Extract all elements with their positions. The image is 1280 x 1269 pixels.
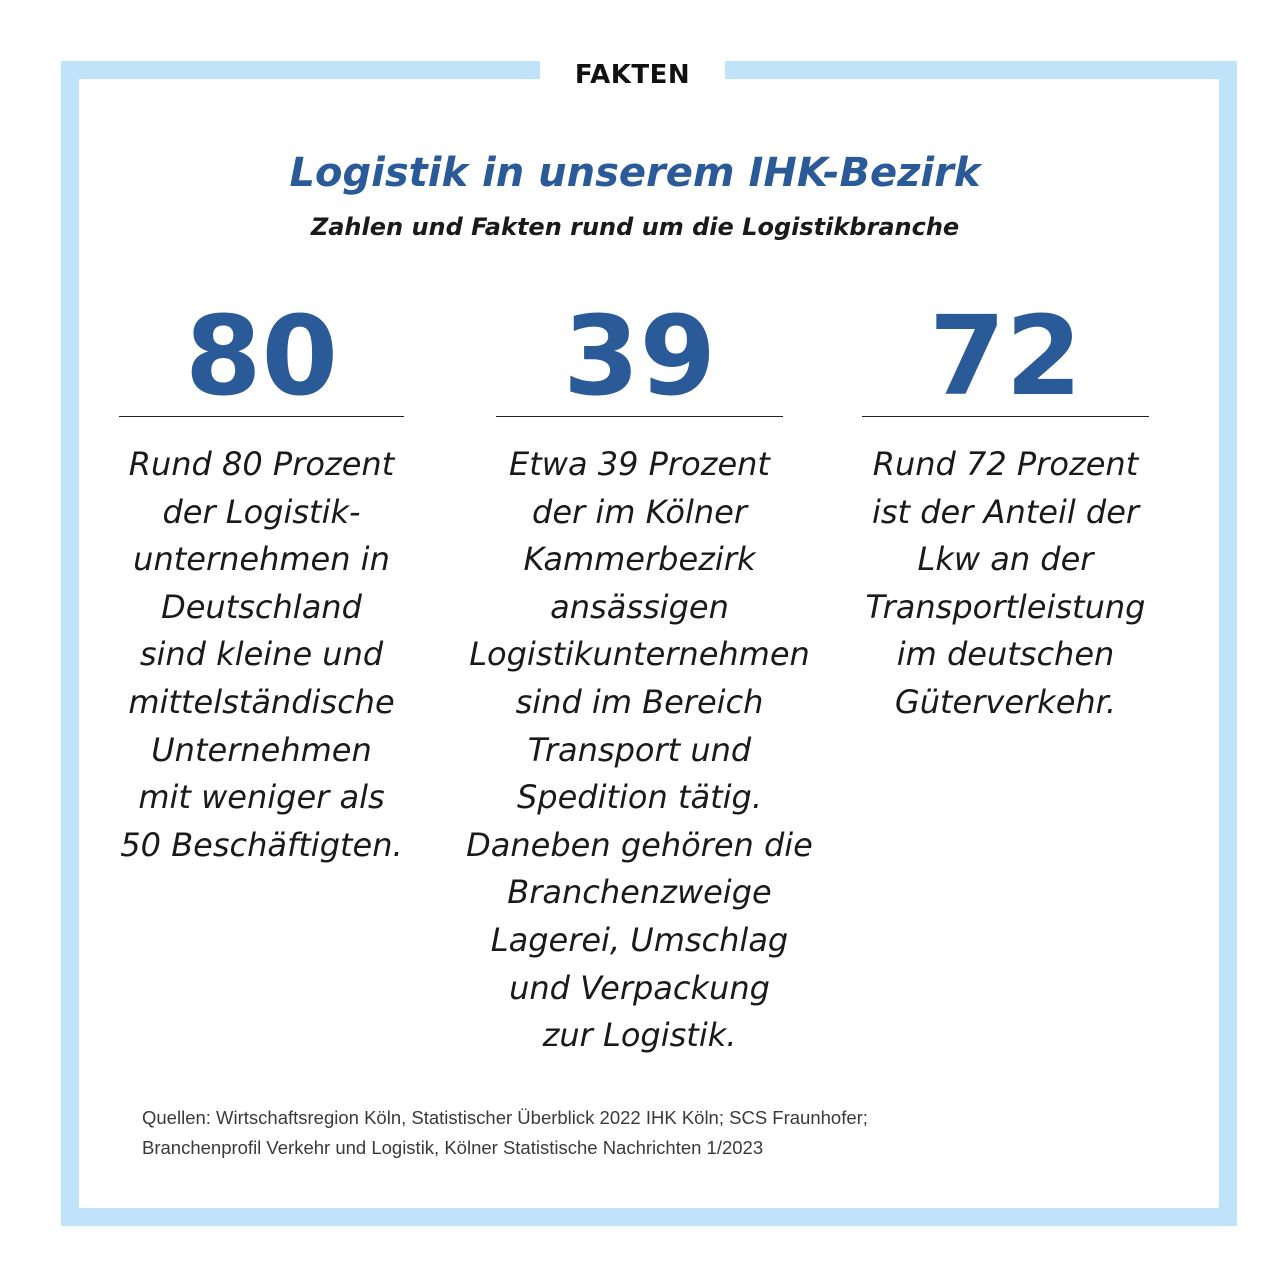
fact-text: Rund 80 Prozent der Logistik- unternehmen in Deutschland sind kleine und mittelständische Unternehmen mit weniger als 50 Beschäftigten. — [120, 445, 403, 864]
fact-column-2 — [466, 292, 813, 1060]
sources-note — [142, 1103, 1142, 1163]
fact-column-3 — [862, 292, 1149, 727]
fact-column-1 — [119, 292, 404, 869]
fact-number: 72 — [928, 292, 1083, 420]
page-subtitle: Zahlen und Fakten rund um die Logistikbranche — [310, 213, 960, 241]
fact-number: 39 — [562, 292, 717, 420]
page-title: Logistik in unserem IHK-Bezirk — [289, 150, 981, 196]
section-label: FAKTEN — [540, 50, 725, 100]
fact-text: Rund 72 Prozent ist der Anteil der Lkw an der Transportleistung im deutschen Güterverkehr. — [865, 445, 1146, 721]
fact-text: Etwa 39 Prozent der im Kölner Kammerbezirk ansässigen Logistikunternehmen sind im Bereich Transport und Spedition tätig. Daneben gehören die Branchenzweige Lagerei, Umschlag und Verpackung zur Logistik. — [466, 445, 813, 1055]
sources-line-2: Branchenprofil Verkehr und Logistik, Kölner Statistische Nachrichten 1/2023 — [142, 1137, 764, 1158]
fact-number: 80 — [184, 292, 339, 420]
sources-line-1: Quellen: Wirtschaftsregion Köln, Statistischer Überblick 2022 IHK Köln; SCS Fraunhofer; — [142, 1107, 868, 1128]
